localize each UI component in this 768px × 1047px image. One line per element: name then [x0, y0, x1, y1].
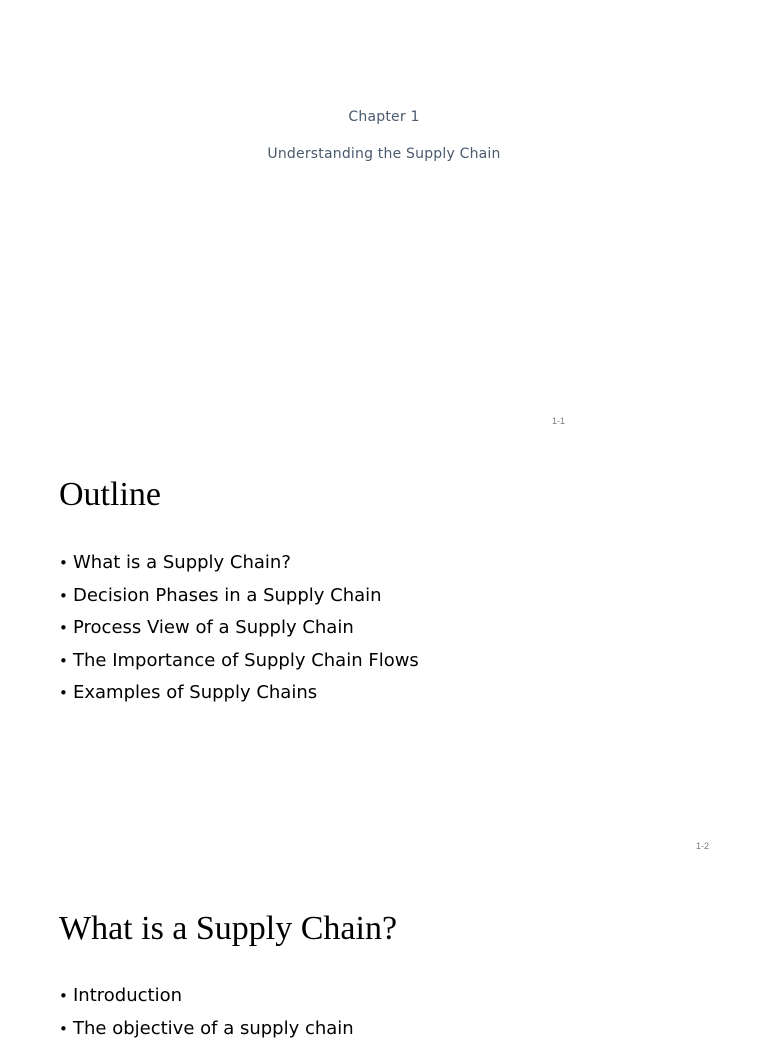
bullet-icon: •: [59, 1015, 68, 1043]
slide-number: 1-2: [696, 841, 709, 851]
bullet-icon: •: [59, 647, 68, 675]
list-item: [59, 549, 419, 582]
what-is-supply-chain-heading: What is a Supply Chain?: [59, 910, 397, 948]
list-item-label: Examples of Supply Chains: [73, 682, 317, 703]
chapter-label: Chapter 1: [0, 109, 768, 125]
list-item: [59, 614, 419, 647]
list-item-label: The Importance of Supply Chain Flows: [73, 650, 419, 671]
slide-number: 1-1: [552, 416, 565, 426]
list-item-label: Process View of a Supply Chain: [73, 617, 354, 638]
bullet-icon: •: [59, 582, 68, 610]
bullet-icon: •: [59, 679, 68, 707]
list-item-label: Decision Phases in a Supply Chain: [73, 585, 382, 606]
outline-list: [59, 549, 419, 712]
list-item-label: The objective of a supply chain: [73, 1018, 354, 1039]
list-item-label: What is a Supply Chain?: [73, 552, 291, 573]
list-item: [59, 647, 419, 680]
bullet-icon: •: [59, 982, 68, 1010]
chapter-title: Understanding the Supply Chain: [0, 146, 768, 162]
list-item: [59, 679, 419, 712]
list-item: [59, 582, 419, 615]
what-is-supply-chain-list: [59, 982, 354, 1047]
bullet-icon: •: [59, 614, 68, 642]
list-item: [59, 982, 354, 1015]
list-item-label: Introduction: [73, 985, 182, 1006]
list-item: [59, 1015, 354, 1047]
outline-heading: Outline: [59, 476, 161, 514]
bullet-icon: •: [59, 549, 68, 577]
